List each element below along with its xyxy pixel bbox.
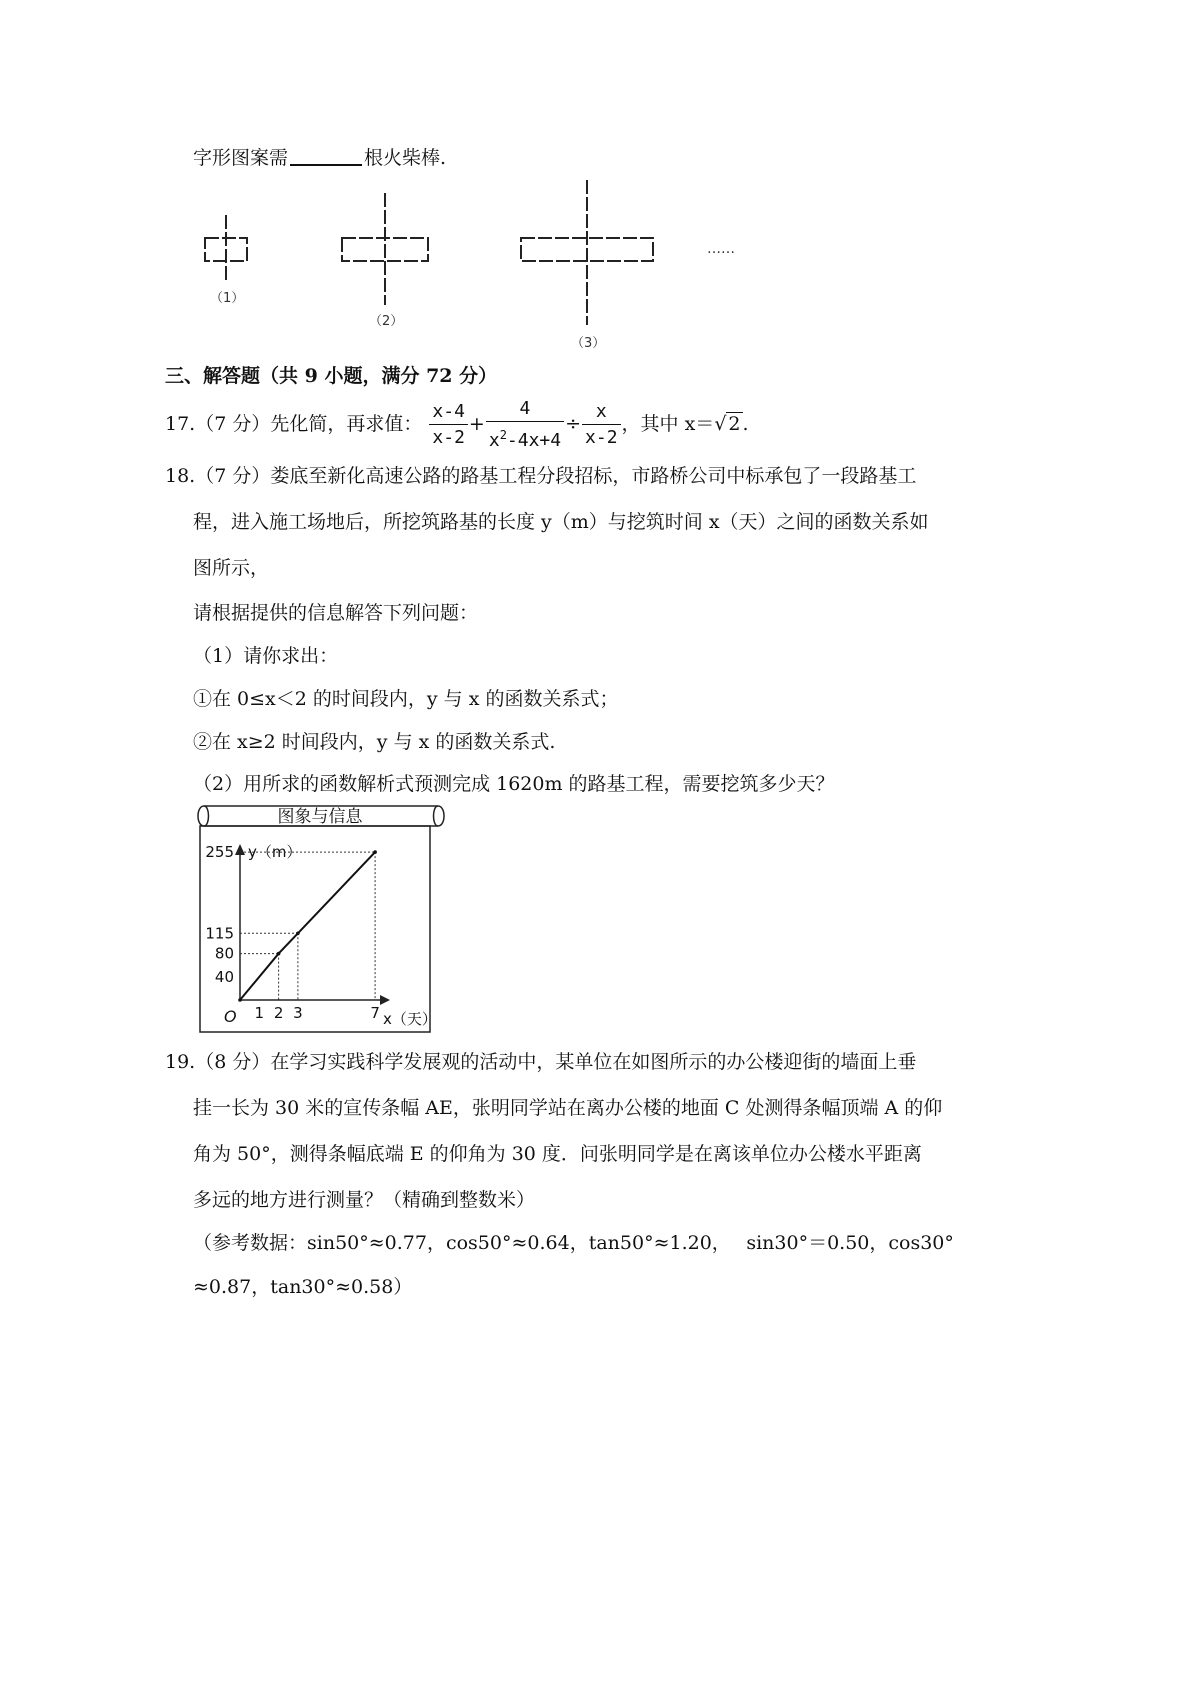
y-tick-label: 115: [205, 924, 234, 943]
figure-3-label: （3）: [571, 336, 606, 351]
x-tick-label: 3: [293, 1004, 303, 1022]
y-tick-label: 80: [214, 944, 234, 963]
answer-blank: [290, 146, 362, 166]
graph-banner-title: 图象与信息: [277, 807, 363, 827]
sqrt-radicand: 2: [728, 413, 741, 435]
q18-line-5: （1）请你求出：: [193, 645, 339, 667]
section-3-heading: 三、解答题（共 9 小题，满分 72 分）: [165, 365, 498, 387]
frac3-numerator: x: [595, 400, 607, 422]
frac1-denominator: x-2: [429, 424, 468, 451]
q16-text-before: 字形图案需: [193, 147, 289, 169]
x-tick-label: 7: [370, 1004, 380, 1022]
q16-text-after: 根火柴棒.: [364, 147, 447, 169]
series-line: [240, 852, 375, 1000]
frac2-den-exponent: 2: [499, 427, 507, 442]
axis-ticks: [205, 843, 380, 1022]
frac3-denominator: x-2: [582, 424, 621, 451]
q19-line-4: 多远的地方进行测量？（精确到整数米）: [193, 1189, 536, 1211]
q17-fraction-3: [582, 400, 621, 451]
sqrt-symbol: √ 2: [714, 413, 741, 435]
graph-frame: [200, 826, 430, 1032]
matchstick-figures: [0, 175, 1200, 355]
q17-fraction-2: [486, 397, 564, 454]
figure-2-label: （2）: [369, 314, 404, 329]
y-axis-label: y（m）: [248, 843, 302, 861]
q18-line-3: 图所示，: [193, 557, 270, 579]
graph-axes: [235, 844, 390, 1005]
q18-line-7: ②在 x≥2 时间段内，y 与 x 的函数关系式.: [193, 731, 556, 753]
q17-prefix: 17.（7 分）先化简，再求值：: [165, 413, 423, 435]
q17-suffix: ，其中 x＝: [621, 413, 715, 435]
q17: [165, 394, 749, 454]
q19-line-5: （参考数据：sin50°≈0.77，cos50°≈0.64，tan50°≈1.20， sin30°＝0.50，cos30°: [193, 1232, 954, 1254]
figure-1-label: （1）: [210, 291, 245, 306]
q17-end: .: [742, 413, 749, 435]
y-tick-label: 40: [214, 967, 234, 986]
figure-3: [521, 180, 653, 325]
q17-op-plus: +: [468, 413, 485, 435]
figures-ellipsis: ……: [707, 241, 735, 257]
function-graph: [190, 800, 450, 1040]
frac2-den-base: x: [488, 429, 500, 451]
x-tick-label: 2: [273, 1004, 284, 1022]
origin-label: O: [224, 1007, 237, 1026]
frac2-denominator: [486, 421, 564, 454]
figure-2: [342, 193, 428, 305]
q19-line-1: 19.（8 分）在学习实践科学发展观的活动中，某单位在如图所示的办公楼迎街的墙面上垂: [165, 1051, 917, 1073]
figure-1: [205, 215, 247, 283]
q18-line-8: （2）用所求的函数解析式预测完成 1620m 的路基工程，需要挖筑多少天？: [193, 773, 835, 795]
q18-line-1: 18.（7 分）娄底至新化高速公路的路基工程分段招标，市路桥公司中标承包了一段路基工: [165, 465, 917, 487]
frac1-numerator: x-4: [432, 400, 465, 422]
q19-line-6: ≈0.87，tan30°≈0.58）: [193, 1276, 413, 1298]
q17-fraction-1: [429, 400, 468, 451]
frac2-den-rest: -4x+4: [506, 429, 562, 451]
q16-tail: [193, 145, 446, 171]
q19-line-2: 挂一长为 30 米的宣传条幅 AE，张明同学站在离办公楼的地面 C 处测得条幅顶端 A 的仰: [193, 1097, 943, 1119]
q19-line-3: 角为 50°，测得条幅底端 E 的仰角为 30 度．问张明同学是在离该单位办公楼水平距离: [193, 1143, 922, 1165]
x-axis-label: x（天）: [383, 1010, 437, 1028]
y-tick-label: 255: [205, 843, 234, 862]
x-tick-label: 1: [254, 1004, 265, 1022]
q18-line-4: 请根据提供的信息解答下列问题：: [193, 602, 479, 624]
q17-op-divide: ÷: [565, 413, 582, 435]
frac2-numerator: 4: [519, 397, 531, 419]
q18-line-2: 程，进入施工场地后，所挖筑路基的长度 y（m）与挖筑时间 x（天）之间的函数关系如: [193, 511, 929, 533]
q18-line-6: ①在 0≤x＜2 的时间段内，y 与 x 的函数关系式；: [193, 688, 619, 710]
